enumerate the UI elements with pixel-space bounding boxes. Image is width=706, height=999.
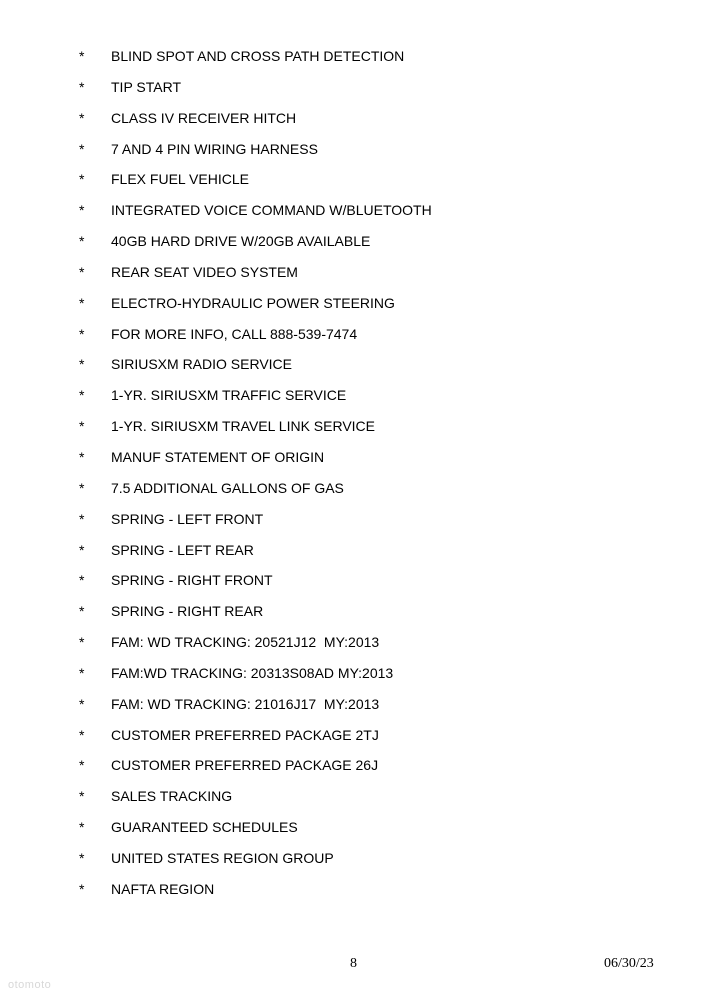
list-item-text: 40GB HARD DRIVE W/20GB AVAILABLE (111, 233, 371, 250)
page-number: 8 (350, 956, 357, 971)
list-item-text: GUARANTEED SCHEDULES (111, 819, 298, 836)
bullet-marker: * (79, 757, 85, 774)
bullet-marker: * (79, 726, 85, 743)
bullet-marker: * (79, 325, 85, 342)
bullet-marker: * (79, 510, 85, 527)
list-item-text: CUSTOMER PREFERRED PACKAGE 2TJ (111, 726, 379, 743)
list-item (0, 601, 706, 632)
bullet-marker: * (79, 294, 85, 311)
bullet-marker: * (79, 788, 85, 805)
bullet-marker: * (79, 140, 85, 157)
list-item-text: 7.5 ADDITIONAL GALLONS OF GAS (111, 479, 344, 496)
list-item (0, 262, 706, 293)
list-item-text: 1-YR. SIRIUSXM TRAFFIC SERVICE (111, 387, 347, 404)
list-item (0, 694, 706, 725)
list-item-text: SPRING - LEFT REAR (111, 541, 254, 558)
list-item-text: SALES TRACKING (111, 788, 233, 805)
bullet-marker: * (79, 171, 85, 188)
list-item-text: ELECTRO-HYDRAULIC POWER STEERING (111, 294, 395, 311)
bullet-marker: * (79, 418, 85, 435)
list-item (0, 663, 706, 694)
list-item (0, 848, 706, 879)
list-item (0, 632, 706, 663)
list-item (0, 540, 706, 571)
list-item (0, 231, 706, 262)
list-item (0, 478, 706, 509)
list-item (0, 139, 706, 170)
list-item (0, 509, 706, 540)
list-item-text: FAM: WD TRACKING: 21016J17 MY:2013 (111, 695, 380, 712)
list-item-text: CUSTOMER PREFERRED PACKAGE 26J (111, 757, 379, 774)
list-item-text: NAFTA REGION (111, 880, 215, 897)
list-item (0, 108, 706, 139)
bullet-marker: * (79, 541, 85, 558)
bullet-marker: * (79, 263, 85, 280)
list-item (0, 447, 706, 478)
list-item (0, 354, 706, 385)
list-item (0, 786, 706, 817)
bullet-marker: * (79, 78, 85, 95)
list-item (0, 293, 706, 324)
list-item-text: FLEX FUEL VEHICLE (111, 171, 249, 188)
bullet-marker: * (79, 664, 85, 681)
list-item-text: SPRING - RIGHT REAR (111, 603, 264, 620)
list-item (0, 169, 706, 200)
list-item-text: SPRING - LEFT FRONT (111, 510, 264, 527)
bullet-marker: * (79, 819, 85, 836)
list-item (0, 200, 706, 231)
list-item (0, 817, 706, 848)
list-item (0, 324, 706, 355)
list-item (0, 416, 706, 447)
bullet-marker: * (79, 849, 85, 866)
bullet-marker: * (79, 109, 85, 126)
list-item-text: MANUF STATEMENT OF ORIGIN (111, 448, 325, 465)
bullet-marker: * (79, 603, 85, 620)
list-item-text: TIP START (111, 78, 182, 95)
bullet-marker: * (79, 387, 85, 404)
bullet-marker: * (79, 880, 85, 897)
list-item-text: SIRIUSXM RADIO SERVICE (111, 356, 293, 373)
list-item (0, 46, 706, 77)
bullet-marker: * (79, 448, 85, 465)
bullet-marker: * (79, 695, 85, 712)
bullet-marker: * (79, 48, 85, 64)
list-item-text: FAM: WD TRACKING: 20521J12 MY:2013 (111, 634, 380, 651)
bullet-marker: * (79, 572, 85, 589)
list-item-text: UNITED STATES REGION GROUP (111, 849, 334, 866)
list-item-text: REAR SEAT VIDEO SYSTEM (111, 263, 298, 280)
list-item-text: 1-YR. SIRIUSXM TRAVEL LINK SERVICE (111, 418, 376, 435)
watermark-logo: otomoto (8, 979, 52, 991)
list-item (0, 385, 706, 416)
bullet-marker: * (79, 479, 85, 496)
bullet-marker: * (79, 202, 85, 219)
list-item-text: INTEGRATED VOICE COMMAND W/BLUETOOTH (111, 202, 432, 219)
list-item (0, 755, 706, 786)
list-item-text: 7 AND 4 PIN WIRING HARNESS (111, 140, 318, 157)
bullet-marker: * (79, 233, 85, 250)
bullet-marker: * (79, 356, 85, 373)
list-item-text: FAM:WD TRACKING: 20313S08AD MY:2013 (111, 664, 394, 681)
list-item (0, 725, 706, 756)
feature-list (0, 46, 706, 910)
list-item-text: CLASS IV RECEIVER HITCH (111, 109, 297, 126)
page-date: 06/30/23 (604, 956, 654, 971)
bullet-marker: * (79, 634, 85, 651)
list-item-text: BLIND SPOT AND CROSS PATH DETECTION (111, 48, 405, 64)
list-item-text: SPRING - RIGHT FRONT (111, 572, 273, 589)
list-item-text: FOR MORE INFO, CALL 888-539-7474 (111, 325, 358, 342)
list-item (0, 77, 706, 108)
list-item (0, 879, 706, 910)
list-item (0, 570, 706, 601)
